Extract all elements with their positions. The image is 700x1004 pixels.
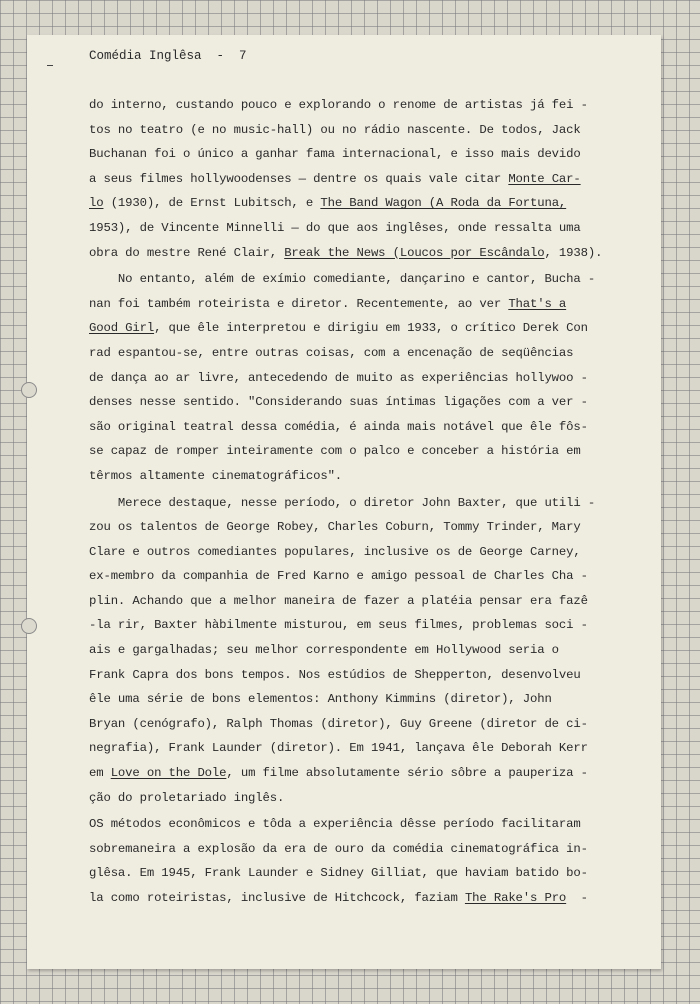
text-line bbox=[89, 191, 657, 216]
underlined-title: Monte Car- bbox=[508, 171, 581, 186]
text-segment: , 1938). bbox=[544, 245, 603, 260]
text-line bbox=[89, 390, 657, 415]
text-segment: (1930), de Ernst Lubitsch, e bbox=[103, 196, 321, 211]
text-line bbox=[89, 491, 657, 516]
text-segment: negrafia), Frank Launder (diretor). Em 1941, lançava êle Deborah Kerr bbox=[89, 741, 588, 756]
text-segment: 1953), de Vincente Minnelli — do que aos inglêses, onde ressalta uma bbox=[89, 220, 581, 235]
text-line bbox=[89, 366, 657, 391]
text-line bbox=[89, 761, 657, 786]
text-segment: de dança ao ar livre, antecedendo de muito as experiências hollywoo - bbox=[89, 370, 588, 385]
text-line bbox=[89, 736, 657, 761]
text-line bbox=[89, 886, 657, 911]
text-segment: êle uma série de bons elementos: Anthony Kimmins (diretor), John bbox=[89, 692, 552, 707]
body-text bbox=[89, 93, 657, 911]
text-segment: rad espantou-se, entre outras coisas, com a encenação de seqüências bbox=[89, 345, 574, 360]
text-line bbox=[89, 439, 657, 464]
text-line bbox=[89, 415, 657, 440]
text-segment: glêsa. Em 1945, Frank Launder e Sidney Gilliat, que haviam batido bo- bbox=[89, 866, 588, 881]
text-segment: se capaz de romper inteiramente com o palco e conceber a história em bbox=[89, 444, 581, 459]
underlined-title: Break the News (Loucos por Escândalo bbox=[284, 245, 545, 260]
text-segment: , que êle interpretou e dirigiu em 1933, o crítico Derek Con bbox=[154, 321, 588, 336]
text-segment: ex-membro da companhia de Fred Karno e amigo pessoal de Charles Cha - bbox=[89, 569, 588, 584]
text-line bbox=[89, 118, 657, 143]
text-segment: OS métodos econômicos e tôda a experiência dêsse período facilitaram bbox=[89, 817, 581, 832]
page-header: Comédia Inglêsa - 7 bbox=[89, 49, 247, 63]
text-segment: plin. Achando que a melhor maneira de fazer a platéia pensar era fazê bbox=[89, 593, 588, 608]
paragraph bbox=[89, 93, 657, 265]
punch-hole bbox=[21, 382, 37, 398]
text-segment: zou os talentos de George Robey, Charles Coburn, Tommy Trinder, Mary bbox=[89, 520, 581, 535]
text-line bbox=[89, 712, 657, 737]
text-segment: Bryan (cenógrafo), Ralph Thomas (diretor), Guy Greene (diretor de ci- bbox=[89, 716, 588, 731]
margin-mark bbox=[47, 65, 53, 66]
paragraph bbox=[89, 267, 657, 488]
underlined-title: lo bbox=[89, 196, 104, 211]
text-line bbox=[89, 638, 657, 663]
text-line bbox=[89, 292, 657, 317]
text-segment: Frank Capra dos bons tempos. Nos estúdios de Shepperton, desenvolveu bbox=[89, 667, 581, 682]
text-segment: em bbox=[89, 766, 111, 781]
text-line bbox=[89, 861, 657, 886]
text-line bbox=[89, 837, 657, 862]
text-segment: a seus filmes hollywoodenses — dentre os quais vale citar bbox=[89, 171, 509, 186]
text-line bbox=[89, 515, 657, 540]
text-segment: Buchanan foi o único a ganhar fama internacional, e isso mais devido bbox=[89, 147, 581, 162]
text-segment: , um filme absolutamente sério sôbre a pauperiza - bbox=[226, 766, 588, 781]
text-line bbox=[89, 216, 657, 241]
text-segment: denses nesse sentido. "Considerando suas íntimas ligações com a ver - bbox=[89, 395, 588, 410]
text-segment: sobremaneira a explosão da era de ouro da comédia cinematográfica in- bbox=[89, 841, 588, 856]
paragraph bbox=[89, 812, 657, 910]
text-line bbox=[89, 267, 657, 292]
text-segment: nan foi também roteirista e diretor. Recentemente, ao ver bbox=[89, 296, 509, 311]
punch-hole bbox=[21, 618, 37, 634]
text-segment: -la rir, Baxter hàbilmente misturou, em seus filmes, problemas soci - bbox=[89, 618, 588, 633]
text-line bbox=[89, 812, 657, 837]
text-line bbox=[89, 464, 657, 489]
text-segment: do interno, custando pouco e explorando o renome de artistas já fei - bbox=[89, 98, 588, 112]
text-line bbox=[89, 786, 657, 811]
text-segment: No entanto, além de exímio comediante, dançarino e cantor, Bucha - bbox=[89, 272, 596, 287]
text-line bbox=[89, 663, 657, 688]
text-line bbox=[89, 316, 657, 341]
text-line bbox=[89, 687, 657, 712]
paragraph bbox=[89, 491, 657, 811]
text-segment: são original teatral dessa comédia, é ainda mais notável que êle fôs- bbox=[89, 419, 588, 434]
text-segment: - bbox=[566, 891, 588, 905]
text-segment: Merece destaque, nesse período, o diretor John Baxter, que utili - bbox=[89, 495, 596, 510]
text-line bbox=[89, 93, 657, 118]
underlined-title: The Band Wagon (A Roda da Fortuna, bbox=[320, 196, 567, 211]
text-line bbox=[89, 564, 657, 589]
text-line bbox=[89, 341, 657, 366]
text-line bbox=[89, 167, 657, 192]
typed-page bbox=[27, 35, 661, 969]
text-line bbox=[89, 142, 657, 167]
text-segment: ais e gargalhadas; seu melhor correspondente em Hollywood seria o bbox=[89, 643, 559, 658]
text-line bbox=[89, 589, 657, 614]
underlined-title: That's a bbox=[508, 296, 567, 311]
text-line bbox=[89, 540, 657, 565]
underlined-title: Love on the Dole bbox=[110, 766, 227, 781]
underlined-title: The Rake's Pro bbox=[464, 891, 567, 905]
text-line bbox=[89, 241, 657, 266]
text-segment: Clare e outros comediantes populares, inclusive os de George Carney, bbox=[89, 544, 581, 559]
text-segment: obra do mestre René Clair, bbox=[89, 245, 285, 260]
text-segment: ção do proletariado inglês. bbox=[89, 790, 285, 805]
text-segment: tos no teatro (e no music-hall) ou no rádio nascente. De todos, Jack bbox=[89, 122, 581, 137]
text-line bbox=[89, 613, 657, 638]
text-segment: têrmos altamente cinematográficos". bbox=[89, 468, 343, 483]
underlined-title: Good Girl bbox=[89, 321, 155, 336]
text-segment: la como roteiristas, inclusive de Hitchcock, faziam bbox=[89, 891, 465, 905]
